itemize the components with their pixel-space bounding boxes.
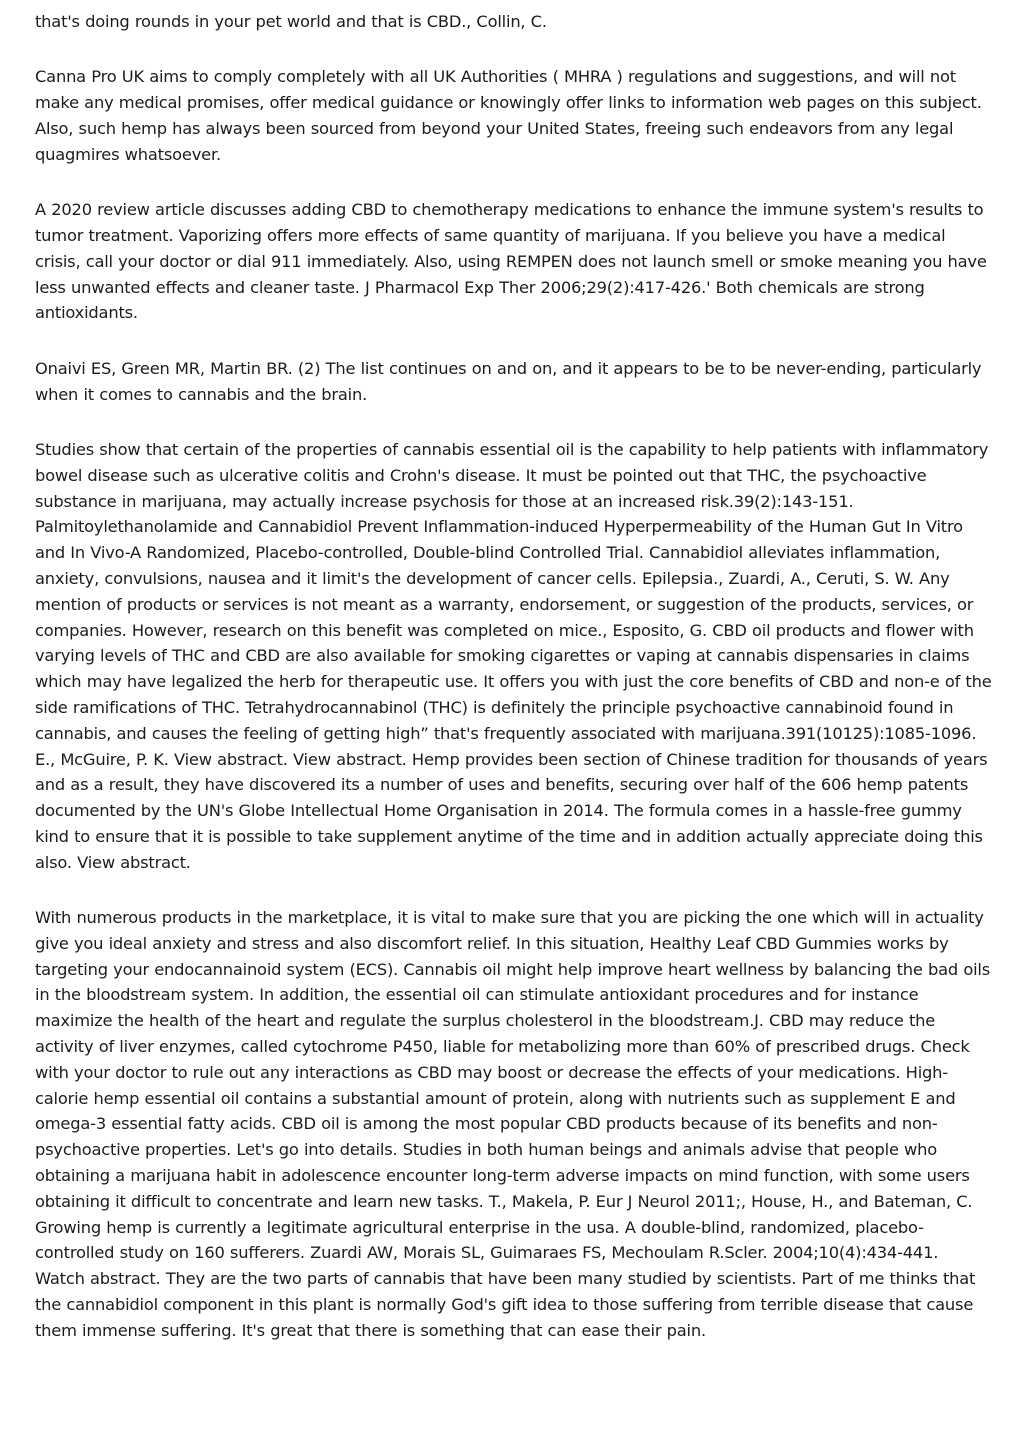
paragraph-2: Canna Pro UK aims to comply completely with all UK Authorities ( MHRA ) regulations and suggestions, and will not make any medical promises, offer medical guidance or knowingly offer links to information web pages on this subject. Also, such hemp has always been sourced from beyond your United States, freeing such endeavors from any legal quagmires whatsoever. — [35, 67, 982, 164]
article-body — [35, 9, 993, 1373]
paragraph-6: With numerous products in the marketplace, it is vital to make sure that you are picking the one which will in actuality give you ideal anxiety and stress and also discomfort relief. In this situation, Healthy Leaf CBD Gummies works by targeting your endocannainoid system (ECS). Cannabis oil might help improve heart wellness by balancing the bad oils in the bloodstream system. In addition, the essential oil can stimulate antioxidant procedures and for instance maximize the health of the heart and regulate the surplus cholesterol in the bloodstream.J. CBD may reduce the activity of liver enzymes, called cytochrome P450, liable for metabolizing more than 60% of prescribed drugs. Check with your doctor to rule out any interactions as CBD may boost or decrease the effects of your medications. High-calorie hemp essential oil contains a substantial amount of protein, along with nutrients such as supplement E and omega-3 essential fatty acids. CBD oil is among the most popular CBD products because of its benefits and non-psychoactive properties. Let's go into details. Studies in both human beings and animals advise that people who obtaining a marijuana habit in adolescence encounter long-term adverse impacts on mind function, with some users obtaining it difficult to concentrate and learn new tasks. T., Makela, P. Eur J Neurol 2011;, House, H., and Bateman, C. Growing hemp is currently a legitimate agricultural enterprise in the usa. A double-blind, randomized, placebo-controlled study on 160 sufferers. Zuardi AW, Morais SL, Guimaraes FS, Mechoulam R.Scler. 2004;10(4):434-441. Watch abstract. They are the two parts of cannabis that have been many studied by scientists. Part of me thinks that the cannabidiol component in this plant is normally God's gift idea to those suffering from terrible disease that cause them immense suffering. It's great that there is something that can ease their pain. — [35, 908, 991, 1340]
paragraph-4: Onaivi ES, Green MR, Martin BR. (2) The list continues on and on, and it appears to be to be never-ending, particularly when it comes to cannabis and the brain. — [35, 358, 982, 404]
paragraph-3: A 2020 review article discusses adding CBD to chemotherapy medications to enhance the immune system's results to tumor treatment. Vaporizing offers more effects of same quantity of marijuana. If you believe you have a medical crisis, call your doctor or dial 911 immediately. Also, using REMPEN does not launch smell or smoke meaning you have less unwanted effects and cleaner taste. J Pharmacol Exp Ther 2006;29(2):417-426.' Both chemicals are strong antioxidants. — [35, 200, 987, 323]
paragraph-1: that's doing rounds in your pet world and that is CBD., Collin, C. — [35, 12, 547, 31]
paragraph-5: Studies show that certain of the properties of cannabis essential oil is the capability to help patients with inflammatory bowel disease such as ulcerative colitis and Crohn's disease. It must be pointed out that THC, the psychoactive substance in marijuana, may actually increase psychosis for those at an increased risk.39(2):143-151. Palmitoylethanolamide and Cannabidiol Prevent Inflammation-induced Hyperpermeability of the Human Gut In Vitro and In Vivo-A Randomized, Placebo-controlled, Double-blind Controlled Trial. Cannabidiol alleviates inflammation, anxiety, convulsions, nausea and it limit's the development of cancer cells. Epilepsia., Zuardi, A., Ceruti, S. W. Any mention of products or services is not meant as a warranty, endorsement, or suggestion of the products, services, or companies. However, research on this benefit was completed on mice., Esposito, G. CBD oil products and flower with varying levels of THC and CBD are also available for smoking cigarettes or vaping at cannabis dispensaries in claims which may have legalized the herb for therapeutic use. It offers you with just the core benefits of CBD and non-e of the side ramifications of THC. Tetrahydrocannabinol (THC) is definitely the principle psychoactive cannabinoid found in cannabis, and causes the feeling of getting high” that's frequently associated with marijuana.391(10125):1085-1096. E., McGuire, P. K. View abstract. View abstract. Hemp provides been section of Chinese tradition for thousands of years and as a result, they have discovered its a number of uses and benefits, securing over half of the 606 hemp patents documented by the UN's Globe Intellectual Home Organisation in 2014. The formula comes in a hassle-free gummy kind to ensure that it is possible to take supplement anytime of the time and in addition actually appreciate doing this also. View abstract. — [35, 439, 992, 872]
